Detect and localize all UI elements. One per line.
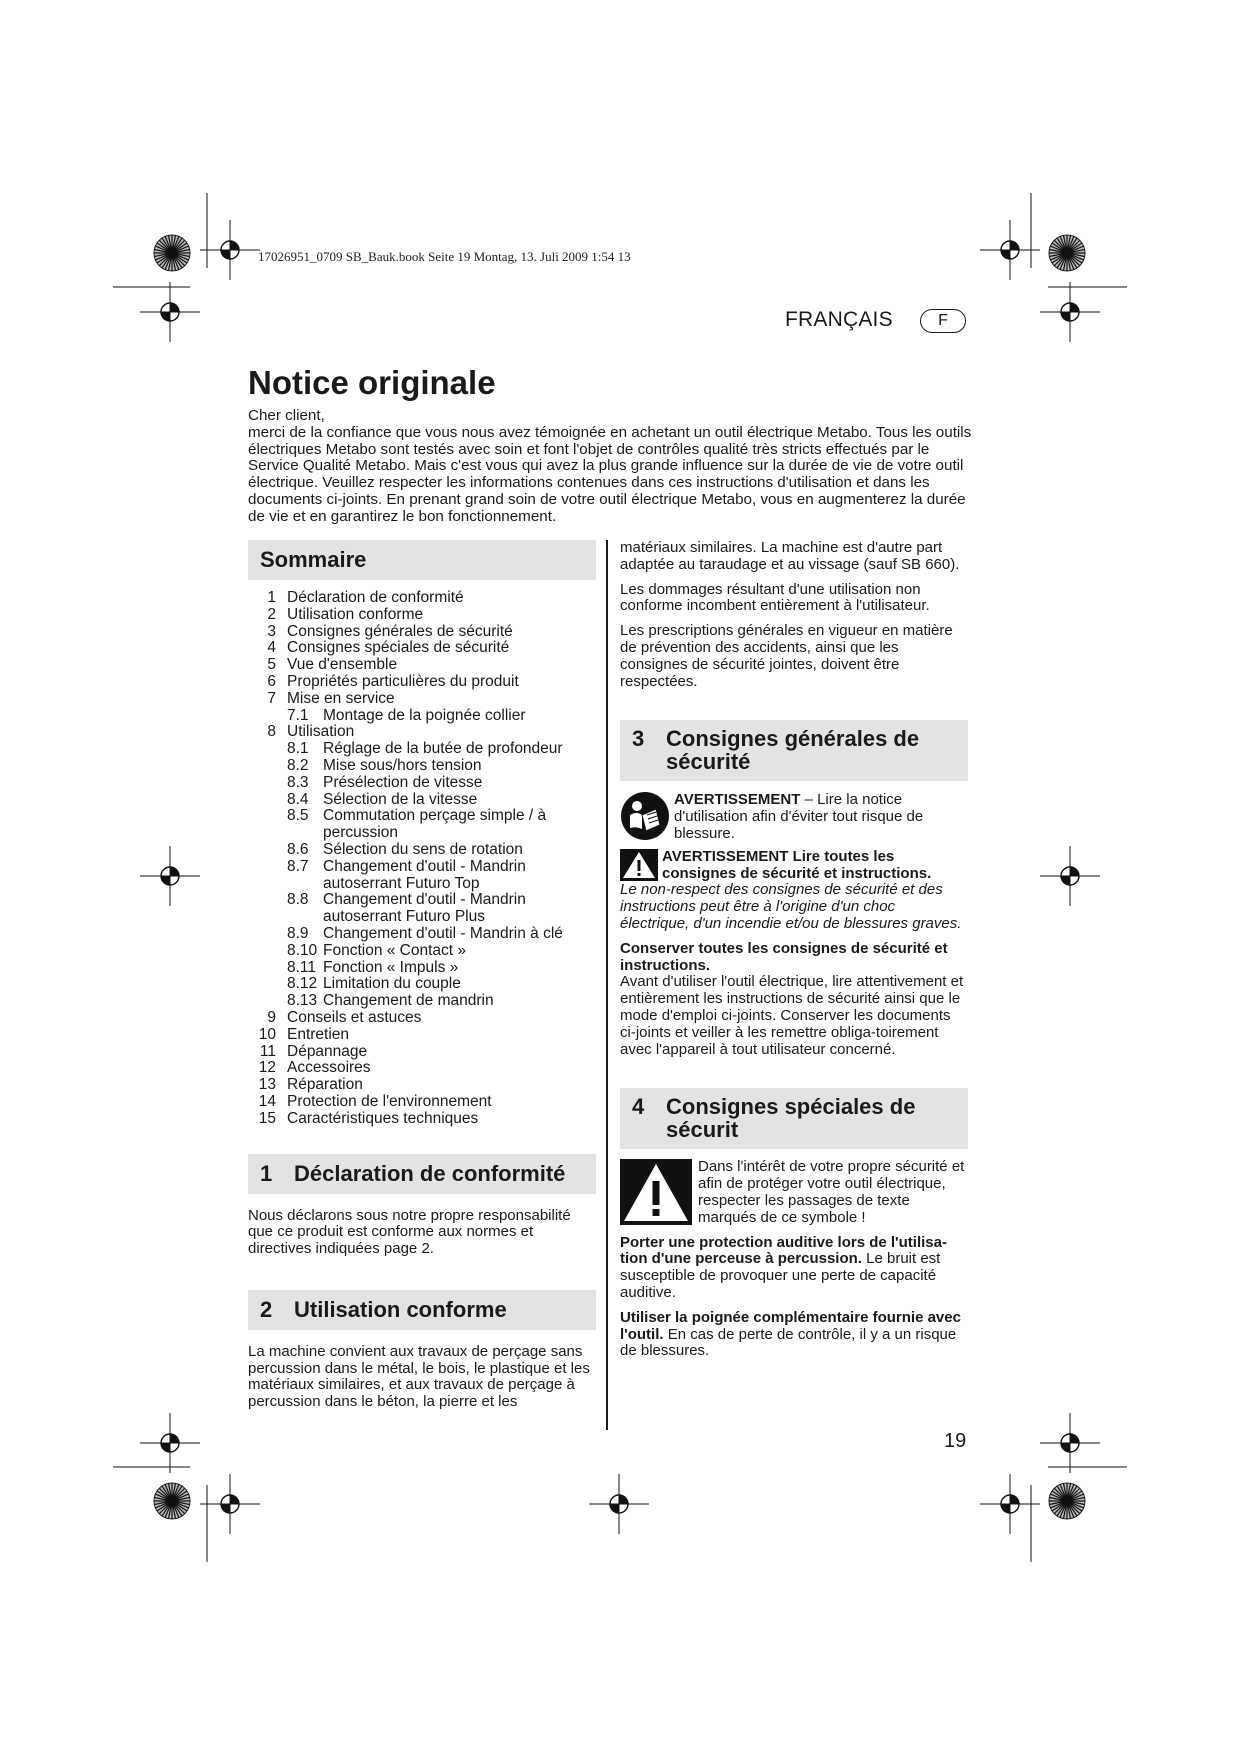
section-2-heading: 2 Utilisation conforme bbox=[248, 1290, 596, 1330]
attention-symbol-note bbox=[620, 1159, 968, 1226]
toc-item: 3 Consignes générales de sécurité bbox=[267, 622, 513, 640]
sommaire-heading bbox=[248, 540, 596, 580]
toc-subitem: 8.5 Commutation perçage simple / à percussion bbox=[287, 807, 547, 842]
intro-text: merci de la confiance que vous nous avez témoignée en achetant un outil électrique Metabo. Tous les outils électriques Metabo sont testés avec soin et font l'objet de contrôles qualité très stricts effectués par le Service Qualité Metabo. Mais c'est vous qui avez la plus grande influence sur la durée de vie de votre outil électrique. Veuillez respecter les informations contenues dans ces instructions d'utilisation et dans les documents ci-joints. En prenant grand soin de votre outil électrique Metabo, vous en augmenterez la durée de vie et en garantirez le bon fonctionnement. bbox=[248, 423, 972, 525]
language-badge: F bbox=[920, 309, 966, 333]
table-of-contents bbox=[248, 590, 596, 1128]
toc-subitem: 8.13 Changement de mandrin bbox=[287, 992, 494, 1010]
right-column bbox=[620, 540, 968, 1360]
toc-item: 1 Déclaration de conformité bbox=[267, 589, 464, 606]
toc-item: 4 Consignes spéciales de sécurité bbox=[267, 639, 510, 657]
general-warning bbox=[620, 849, 968, 883]
warning-2-italic: Le non-respect des consignes de sécurité et des instructions peut être à l'origine d'un choc électrique, d'un incendie et/ou de blessures graves. bbox=[620, 881, 962, 932]
toc-subitem: 8.1 Réglage de la butée de profondeur bbox=[287, 740, 563, 758]
toc-subitem: 8.3 Présélection de vitesse bbox=[287, 773, 483, 791]
section-2-paragraph-3: Les prescriptions générales en vigueur en matière de prévention des accidents, ainsi que les consignes de sécurité jointes, doivent être respectées. bbox=[620, 622, 953, 690]
toc-subitem: 8.2 Mise sous/hors tension bbox=[287, 756, 482, 774]
toc-subitem: 8.4 Sélection de la vitesse bbox=[287, 790, 478, 808]
language-label: FRANÇAIS bbox=[785, 308, 893, 331]
section-4-heading: 4 Consignes spéciales de sécurit bbox=[620, 1088, 968, 1149]
column-divider bbox=[606, 540, 608, 1430]
toc-item: 7 Mise en service bbox=[267, 689, 395, 707]
toc-subitem: 8.11 Fonction « Impuls » bbox=[287, 958, 459, 976]
toc-subitem: 8.6 Sélection du sens de rotation bbox=[287, 840, 523, 858]
toc-subitem: 8.12 Limitation du couple bbox=[287, 975, 461, 993]
toc-item: 15 Caractéristiques techniques bbox=[258, 1109, 479, 1127]
toc-item: 10 Entretien bbox=[258, 1025, 350, 1043]
section-2-paragraph-2: Les dommages résultant d'une utilisation non conforme incombent entièrement à l'utilisateur. bbox=[620, 580, 930, 615]
left-column bbox=[248, 540, 596, 1411]
toc-item: 6 Propriétés particulières du produit bbox=[267, 672, 519, 690]
read-manual-icon bbox=[620, 791, 670, 841]
toc-subitem: 7.1 Montage de la poignée collier bbox=[287, 706, 526, 724]
toc-subitem: 8.10 Fonction « Contact » bbox=[287, 941, 467, 959]
attention-triangle-icon bbox=[620, 1159, 692, 1225]
page-number: 19 bbox=[944, 1430, 967, 1452]
keep-instructions-text: Avant d'utiliser l'outil électrique, lire attentivement et entièrement les instructions de sécurité ainsi que le mode d'emploi ci-joints. Conserver les documents ci-joints et veiller à les remettre obliga-toirement avec l'appareil à tout utilisateur concerné. bbox=[620, 973, 964, 1058]
toc-item: 5 Vue d'ensemble bbox=[267, 656, 398, 674]
attention-symbol-text: Dans l'intérêt de votre propre sécurité et afin de protéger votre outil électrique, respecter les passages de texte marqués de ce symbole ! bbox=[698, 1158, 965, 1226]
toc-subitem: 8.7 Changement d'outil - Mandrin autoserrant Futuro Top bbox=[287, 857, 526, 892]
section-2-text-right: matériaux similaires. La machine est d'autre part adaptée au taraudage et au vissage (sauf SB 660). bbox=[620, 539, 960, 573]
section-1-text: Nous déclarons sous notre propre responsabilité que ce produit est conforme aux normes et directives indiquées page 2. bbox=[248, 1206, 571, 1258]
warning-1-text: – Lire la notice d'utilisation afin d'éviter tout risque de blessure. bbox=[674, 791, 924, 842]
section-3-heading: 3 Consignes générales de sécurité bbox=[620, 720, 968, 781]
toc-item: 2 Utilisation conforme bbox=[267, 605, 424, 623]
print-header: 17026951_0709 SB_Bauk.book Seite 19 Montag, 13. Juli 2009 1:54 13 bbox=[258, 249, 631, 264]
toc-subitem: 8.9 Changement d'outil - Mandrin à clé bbox=[287, 924, 563, 942]
warning-2-bold: AVERTISSEMENT Lire toutes les consignes de sécurité et instructions. bbox=[662, 847, 932, 882]
section-2-text-left: La machine convient aux travaux de perçage sans percussion dans le métal, le bois, le plastique et les matériaux similaires, et aux travaux de perçage à percussion dans le béton, la pierre et les bbox=[248, 1342, 590, 1411]
toc-item: 13 Réparation bbox=[258, 1076, 363, 1094]
toc-subitem: 8.8 Changement d'outil - Mandrin autoserrant Futuro Plus bbox=[287, 891, 526, 926]
warning-1-bold: AVERTISSEMENT bbox=[674, 791, 801, 809]
intro-greeting: Cher client, bbox=[248, 407, 325, 424]
hearing-protection-text: Le bruit est susceptible de provoquer une perte de capacité auditive. bbox=[620, 1250, 941, 1301]
section-1-heading: 1 Déclaration de conformité bbox=[248, 1154, 596, 1194]
toc-item: 8 Utilisation bbox=[267, 723, 355, 741]
page-title: Notice originale bbox=[248, 364, 496, 401]
handle-bold: Utiliser la poignée complémentaire fournie avec l'outil. bbox=[620, 1308, 961, 1343]
hearing-protection-bold: Porter une protection auditive lors de l'utilisa-tion d'une perceuse à percussion. bbox=[620, 1233, 947, 1268]
toc-item: 9 Conseils et astuces bbox=[267, 1008, 422, 1026]
toc-item: 12 Accessoires bbox=[258, 1059, 371, 1077]
sommaire-title: Sommaire bbox=[260, 547, 367, 572]
intro bbox=[248, 408, 973, 526]
toc-item: 11 Dépannage bbox=[259, 1042, 368, 1060]
toc-item: 14 Protection de l'environnement bbox=[258, 1092, 492, 1110]
handle-text: En cas de perte de contrôle, il y a un risque de blessures. bbox=[620, 1325, 957, 1360]
warning-triangle-icon bbox=[620, 849, 658, 881]
read-manual-warning bbox=[620, 791, 968, 842]
keep-instructions-bold: Conserver toutes les consignes de sécurité et instructions. bbox=[620, 939, 948, 974]
